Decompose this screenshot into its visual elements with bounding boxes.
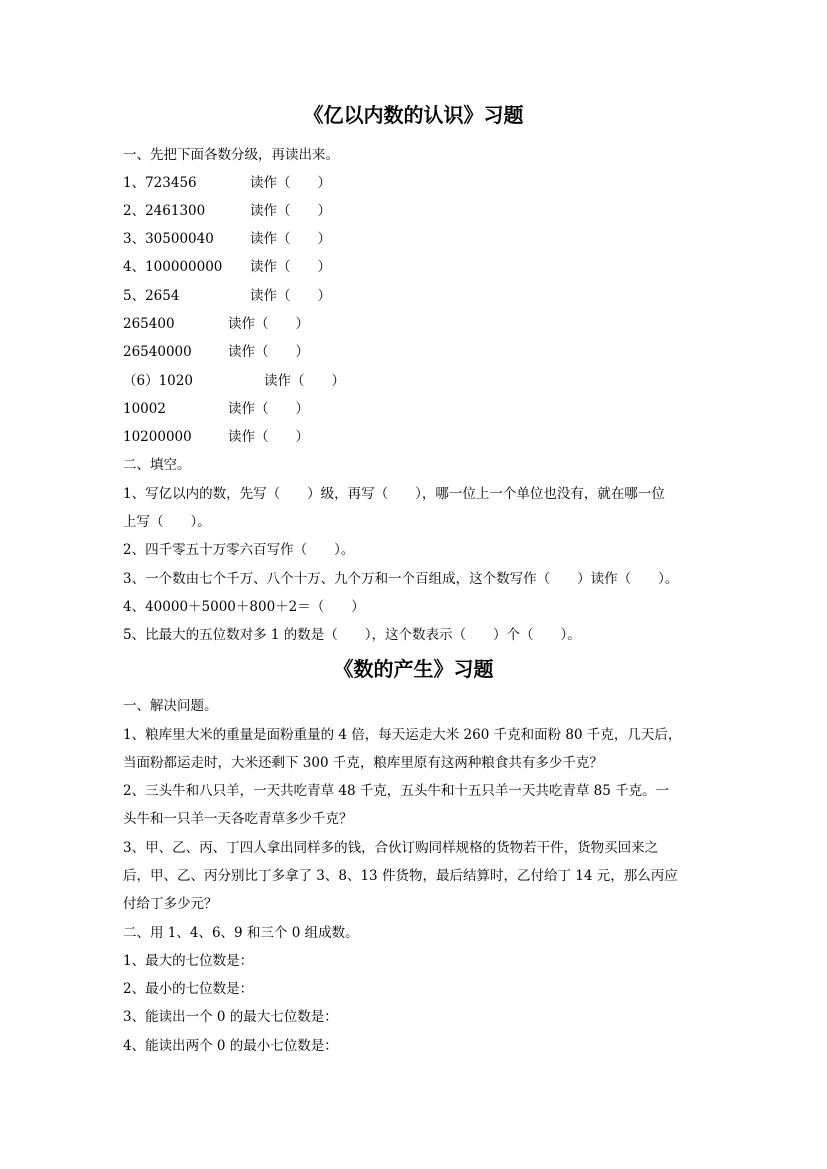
- item-number: 10200000: [123, 429, 192, 445]
- fill-line: 1、写亿以内的数，先写（ ）级，再写（ ），哪一位上一个单位也没有，就在哪一位: [123, 486, 665, 502]
- problem-line: 付给丁多少元？: [123, 896, 218, 912]
- compose-line: 2、最小的七位数是：: [123, 981, 254, 997]
- fill-line: 5、比最大的五位数对多 1 的数是（ ），这个数表示（ ）个（ ）。: [123, 627, 581, 643]
- part2-heading: 二、填空。: [123, 457, 191, 473]
- item-number: 3、30500040: [123, 231, 214, 247]
- item-read: 读作（ ）: [228, 429, 309, 445]
- item-read: 读作（ ）: [264, 373, 345, 389]
- problem-line: 3、甲、乙、丙、丁四人拿出同样多的钱，合伙订购同样规格的货物若干件，货物买回来之: [123, 840, 659, 856]
- item-number: （6）1020: [123, 373, 193, 389]
- problems-heading: 一、解决问题。: [123, 698, 218, 714]
- item-read: 读作（ ）: [250, 231, 331, 247]
- item-read: 读作（ ）: [250, 175, 331, 191]
- problem-line: 1、粮库里大米的重量是面粉重量的 4 倍，每天运走大米 260 千克和面粉 80 千克，几天后，: [123, 727, 682, 743]
- item-number: 4、100000000: [123, 259, 223, 275]
- fill-line: 4、40000＋5000＋800＋2＝（ ）: [123, 599, 365, 615]
- item-number: 26540000: [123, 344, 192, 360]
- fill-line: 3、一个数由七个千万、八个十万、九个万和一个百组成，这个数写作（ ）读作（ ）。: [123, 571, 679, 587]
- compose-line: 3、能读出一个 0 的最大七位数是：: [123, 1009, 338, 1025]
- item-number: 265400: [123, 316, 175, 332]
- item-number: 2、2461300: [123, 203, 206, 219]
- problem-line: 后，甲、乙、丙分别比丁多拿了 3、8、13 件货物，最后结算时，乙付给丁 14 元，那么丙应: [123, 868, 678, 884]
- section2-title: 《数的产生》习题: [333, 657, 494, 681]
- problem-line: 头牛和一只羊一天各吃青草多少千克？: [123, 811, 353, 827]
- item-read: 读作（ ）: [228, 401, 309, 417]
- item-number: 1、723456: [123, 175, 197, 191]
- part1-heading: 一、先把下面各数分级，再读出来。: [123, 147, 339, 163]
- problem-line: 2、三头牛和八只羊，一天共吃青草 48 千克，五头牛和十五只羊一天共吃青草 85 千克。一: [123, 783, 670, 799]
- item-read: 读作（ ）: [228, 344, 309, 360]
- problem-line: 当面粉都运走时，大米还剩下 300 千克，粮库里原有这两种粮食共有多少千克？: [123, 755, 603, 771]
- item-read: 读作（ ）: [228, 316, 309, 332]
- fill-line: 2、四千零五十万零六百写作（ ）。: [123, 542, 355, 558]
- item-number: 5、2654: [123, 288, 180, 304]
- compose-line: 4、能读出两个 0 的最小七位数是：: [123, 1038, 338, 1054]
- item-read: 读作（ ）: [250, 259, 331, 275]
- item-number: 10002: [123, 401, 166, 417]
- item-read: 读作（ ）: [250, 288, 331, 304]
- item-read: 读作（ ）: [250, 203, 331, 219]
- compose-line: 1、最大的七位数是：: [123, 953, 254, 969]
- fill-line: 上写（ ）。: [123, 514, 211, 530]
- compose-heading: 二、用 1、4、6、9 和三个 0 组成数。: [123, 925, 359, 941]
- section1-title: 《亿以内数的认识》习题: [303, 103, 524, 127]
